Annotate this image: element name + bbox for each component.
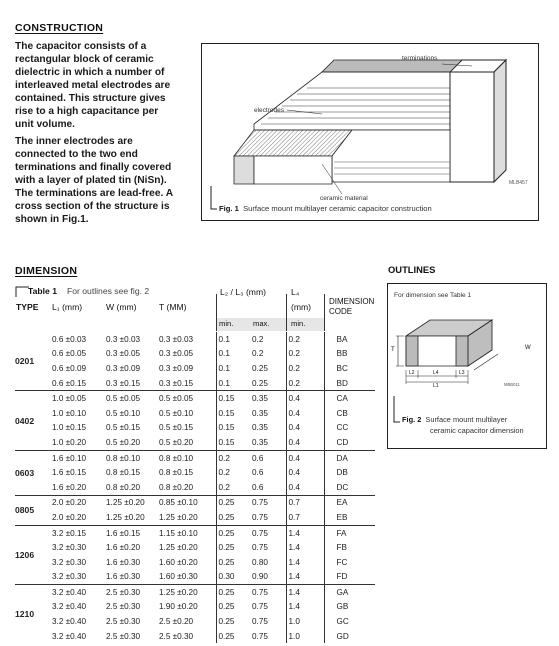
cell-l2-max: 0.75 <box>252 617 268 627</box>
label-ceramic-material: ceramic material <box>320 195 368 202</box>
cell-w: 0.3 ±0.09 <box>106 363 141 373</box>
table-row <box>15 585 375 600</box>
paragraph-line: rise to a high capacitance per <box>15 106 159 117</box>
cell-code: CA <box>324 391 375 406</box>
cell-l2-min: 0.1 <box>216 376 250 391</box>
header-divider <box>324 294 325 331</box>
cell-l2-max: 0.80 <box>252 557 268 567</box>
cell-l4-min: 0.4 <box>286 465 324 480</box>
cell-code: BC <box>324 361 375 376</box>
type-cell: 0805 <box>15 495 52 525</box>
cell-l2-max: 0.6 <box>250 450 286 465</box>
cell-l2-max: 0.25 <box>252 363 268 373</box>
cell-w: 2.5 ±0.30 <box>106 602 141 612</box>
cell-t: 1.25 ±0.20 <box>159 543 198 553</box>
type-cell: 0603 <box>15 450 52 495</box>
cell-l4-min: 0.4 <box>286 435 324 450</box>
cell-l2-max: 0.90 <box>252 572 268 582</box>
cell-w: 1.6 ±0.30 <box>106 572 141 582</box>
cell-l1: 0.6 ±0.15 <box>52 378 87 388</box>
cell-w: 0.5 ±0.15 <box>106 423 141 433</box>
cell-l2-min: 0.25 <box>216 629 250 644</box>
figure-1-caption-text: Surface mount multilayer ceramic capacitor construction <box>243 204 432 213</box>
cell-l4-min: 1.4 <box>286 525 324 540</box>
cell-l1: 1.0 ±0.20 <box>52 437 87 447</box>
cell-t: 2.5 ±0.20 <box>159 617 194 627</box>
cell-t: 1.60 ±0.30 <box>159 572 198 582</box>
cell-code: BD <box>324 376 375 391</box>
cell-l2-min: 0.30 <box>216 570 250 585</box>
cell-w: 1.6 ±0.20 <box>106 543 141 553</box>
cell-code: CC <box>324 421 375 436</box>
table-row <box>15 614 375 629</box>
cell-l4-min: 0.4 <box>286 421 324 436</box>
header-min-l2: min. <box>219 319 234 328</box>
cell-l1: 3.2 ±0.15 <box>52 525 106 540</box>
paragraph-line: terminations and finally covered <box>15 162 172 173</box>
cell-code: CD <box>324 435 375 450</box>
header-dimension: DIMENSION <box>329 297 375 306</box>
cell-l4-min: 0.2 <box>286 361 324 376</box>
cell-l1: 1.6 ±0.15 <box>52 468 87 478</box>
cell-l1: 3.2 ±0.40 <box>52 631 87 641</box>
cell-code: GA <box>324 585 375 600</box>
cell-l4-min: 0.7 <box>286 510 324 525</box>
table-row <box>15 421 375 436</box>
table-row <box>15 629 375 644</box>
cell-l2-max: 0.75 <box>250 495 286 510</box>
paragraph-line: interleaved metal electrodes are <box>15 80 171 91</box>
cell-l2-min: 0.15 <box>216 391 250 406</box>
paragraph-line: The inner electrodes are <box>15 136 133 147</box>
cell-l2-max: 0.2 <box>252 349 264 359</box>
table-row <box>15 332 375 347</box>
cell-l2-max: 0.6 <box>252 468 264 478</box>
cell-l2-min: 0.15 <box>216 435 250 450</box>
cell-l2-min: 0.25 <box>216 600 250 615</box>
label-electrodes: electrodes <box>254 107 284 114</box>
cell-l4-min: 0.4 <box>286 480 324 495</box>
paragraph-line: The terminations are lead-free. A <box>15 188 174 199</box>
dim-label-t: T <box>391 347 395 353</box>
figure-2-code: MBB011 <box>504 382 520 387</box>
cell-t: 0.3 ±0.09 <box>159 363 194 373</box>
header-w: W (mm) <box>106 302 137 312</box>
cell-l2-max: 0.2 <box>252 334 264 344</box>
cell-l2-max: 0.75 <box>252 631 268 641</box>
cell-code: CB <box>324 406 375 421</box>
cell-w: 0.5 ±0.20 <box>106 437 141 447</box>
table-row <box>15 480 375 495</box>
cell-w: 1.6 ±0.15 <box>106 525 159 540</box>
table-row <box>15 347 375 362</box>
cell-l1: 0.6 ±0.03 <box>52 334 87 344</box>
cell-t: 1.60 ±0.20 <box>159 557 198 567</box>
cell-l2-min: 0.1 <box>216 347 250 362</box>
dim-label-l1: L1 <box>433 383 439 389</box>
cell-l2-min: 0.25 <box>216 585 250 600</box>
header-min-l4: min. <box>291 319 306 328</box>
figure-2-box <box>387 283 547 449</box>
table-note: For outlines see fig. 2 <box>67 286 150 296</box>
cell-l4-min: 1.4 <box>286 585 324 600</box>
outlines-title: OUTLINES <box>388 264 436 275</box>
cell-code: EB <box>324 510 375 525</box>
cell-l1: 1.6 ±0.10 <box>52 450 106 465</box>
paragraph-line: unit volume. <box>15 119 75 130</box>
cell-l4-min: 1.4 <box>286 555 324 570</box>
cell-code: DC <box>324 480 375 495</box>
cell-l2-max: 0.25 <box>252 378 268 388</box>
cell-t: 0.3 ±0.15 <box>159 378 194 388</box>
dim-label-l3: L3 <box>459 370 465 376</box>
cell-w: 0.5 ±0.10 <box>106 408 141 418</box>
cell-code: BB <box>324 347 375 362</box>
table-row <box>15 465 375 480</box>
table-row <box>15 525 375 540</box>
cell-l2-max: 0.35 <box>250 391 286 406</box>
cell-l2-min: 0.1 <box>216 332 250 347</box>
figure-2-caption-line-2: ceramic capacitor dimension <box>430 426 524 435</box>
construction-paragraph-1 <box>15 40 195 131</box>
header-l2l3: L₂ / L₃ (mm) <box>220 287 266 297</box>
figure-2-caption-number: Fig. 2 <box>402 415 422 424</box>
cell-w: 2.5 ±0.30 <box>106 617 141 627</box>
cell-l1: 3.2 ±0.30 <box>52 543 87 553</box>
cell-t: 0.3 ±0.05 <box>159 349 194 359</box>
cell-l2-min: 0.25 <box>216 614 250 629</box>
cell-code: DA <box>324 450 375 465</box>
cell-l2-min: 0.25 <box>216 525 250 540</box>
outlines-note: For dimension see Table 1 <box>394 292 472 299</box>
cell-l2-max: 0.75 <box>252 543 268 553</box>
cell-l2-max: 0.75 <box>250 585 286 600</box>
cell-w: 0.3 ±0.05 <box>106 349 141 359</box>
dimension-title: DIMENSION <box>15 265 78 277</box>
cell-l2-min: 0.25 <box>216 540 250 555</box>
table-row <box>15 510 375 525</box>
paragraph-line: with a layer of plated tin (NiSn). <box>15 175 167 186</box>
construction-title: CONSTRUCTION <box>15 22 104 34</box>
cell-l2-min: 0.15 <box>216 421 250 436</box>
table-row <box>15 495 375 510</box>
paragraph-line: contained. This structure gives <box>15 93 166 104</box>
cell-l4-min: 0.4 <box>286 450 324 465</box>
header-l1: L₁ (mm) <box>52 302 83 312</box>
header-l4: L₄ <box>291 287 300 297</box>
cell-l2-min: 0.2 <box>216 480 250 495</box>
cell-t: 0.8 ±0.10 <box>159 450 216 465</box>
dim-label-l4: L4 <box>433 370 439 376</box>
cell-l2-min: 0.1 <box>216 361 250 376</box>
cell-t: 0.8 ±0.15 <box>159 468 194 478</box>
label-terminations: terminations <box>402 55 438 62</box>
cell-code: GD <box>324 629 375 644</box>
cell-t: 0.5 ±0.05 <box>159 391 216 406</box>
table-label: Table 1 <box>28 286 57 296</box>
cell-l1: 1.0 ±0.10 <box>52 408 87 418</box>
figure-1-caption <box>219 204 432 213</box>
cell-l1: 3.2 ±0.40 <box>52 617 87 627</box>
paragraph-line: rectangular block of ceramic <box>15 54 154 65</box>
header-divider <box>286 294 287 331</box>
dim-label-w: W <box>525 345 531 351</box>
cell-w: 0.3 ±0.03 <box>106 334 141 344</box>
cell-l4-min: 0.4 <box>286 406 324 421</box>
cell-l4-min: 0.7 <box>286 495 324 510</box>
table-row <box>15 406 375 421</box>
cell-code: FC <box>324 555 375 570</box>
paragraph-line: connected to the two end <box>15 149 138 160</box>
cell-l2-max: 0.75 <box>252 512 268 522</box>
cell-t: 0.3 ±0.03 <box>159 334 194 344</box>
figure-2-caption <box>402 415 507 424</box>
cell-l1: 3.2 ±0.40 <box>52 585 106 600</box>
cell-l4-min: 0.2 <box>286 347 324 362</box>
cell-l4-min: 1.0 <box>286 614 324 629</box>
table-row <box>15 361 375 376</box>
table-row <box>15 570 375 585</box>
table-row <box>15 376 375 391</box>
header-type: TYPE <box>16 302 39 312</box>
dimension-table <box>15 332 375 643</box>
cell-l2-min: 0.2 <box>216 465 250 480</box>
cell-t: 0.8 ±0.20 <box>159 482 194 492</box>
cell-l1: 3.2 ±0.30 <box>52 572 87 582</box>
cell-t: 0.5 ±0.10 <box>159 408 194 418</box>
cell-l2-min: 0.25 <box>216 555 250 570</box>
table-row <box>15 450 375 465</box>
table-row <box>15 555 375 570</box>
cell-code: FA <box>324 525 375 540</box>
cell-l1: 0.6 ±0.09 <box>52 363 87 373</box>
cell-w: 2.5 ±0.30 <box>106 585 159 600</box>
cell-code: BA <box>324 332 375 347</box>
cell-w: 0.8 ±0.15 <box>106 468 141 478</box>
table-row <box>15 600 375 615</box>
cell-code: EA <box>324 495 375 510</box>
header-divider <box>216 294 217 331</box>
cell-w: 2.5 ±0.30 <box>106 631 141 641</box>
cell-t: 1.25 ±0.20 <box>159 512 198 522</box>
header-l4-unit: (mm) <box>291 302 312 312</box>
type-cell: 1210 <box>15 585 52 644</box>
construction-paragraph-2 <box>15 135 195 226</box>
cell-l1: 1.0 ±0.05 <box>52 391 106 406</box>
cell-l1: 1.6 ±0.20 <box>52 482 87 492</box>
table-row <box>15 540 375 555</box>
type-cell: 1206 <box>15 525 52 584</box>
cell-l1: 2.0 ±0.20 <box>52 495 106 510</box>
cell-w: 1.6 ±0.30 <box>106 557 141 567</box>
table-row <box>15 391 375 406</box>
header-code: CODE <box>329 307 353 316</box>
cell-t: 1.15 ±0.10 <box>159 525 216 540</box>
cell-l4-min: 0.2 <box>286 332 324 347</box>
cell-l1: 3.2 ±0.40 <box>52 602 87 612</box>
table-row <box>15 435 375 450</box>
dim-label-l2: L2 <box>409 370 415 376</box>
cell-l4-min: 1.4 <box>286 600 324 615</box>
paragraph-line: shown in Fig.1. <box>15 214 89 225</box>
cell-l2-min: 0.15 <box>216 406 250 421</box>
cell-l4-min: 1.4 <box>286 570 324 585</box>
cell-l2-max: 0.35 <box>252 437 268 447</box>
cell-code: GB <box>324 600 375 615</box>
cell-l4-min: 0.2 <box>286 376 324 391</box>
cell-l1: 2.0 ±0.20 <box>52 512 87 522</box>
type-cell: 0201 <box>15 356 35 367</box>
paragraph-line: The capacitor consists of a <box>15 41 147 52</box>
cell-l4-min: 1.4 <box>286 540 324 555</box>
cell-l2-min: 0.2 <box>216 450 250 465</box>
header-max-l2: max. <box>253 319 270 328</box>
cell-w: 1.25 ±0.20 <box>106 512 145 522</box>
cell-t: 1.25 ±0.20 <box>159 585 216 600</box>
cell-t: 0.5 ±0.15 <box>159 423 194 433</box>
cell-w: 0.8 ±0.20 <box>106 482 141 492</box>
cell-t: 1.90 ±0.20 <box>159 602 198 612</box>
cell-l4-min: 0.4 <box>286 391 324 406</box>
cell-l2-min: 0.25 <box>216 495 250 510</box>
cell-code: GC <box>324 614 375 629</box>
figure-1-caption-number: Fig. 1 <box>219 204 239 213</box>
paragraph-line: cross section of the structure is <box>15 201 170 212</box>
cell-w: 0.5 ±0.05 <box>106 391 159 406</box>
figure-1-code: MLB457 <box>509 180 528 186</box>
cell-w: 1.25 ±0.20 <box>106 495 159 510</box>
header-t: T (MM) <box>159 302 187 312</box>
paragraph-line: dielectric in which a number of <box>15 67 165 78</box>
cell-l2-max: 0.35 <box>252 408 268 418</box>
cell-t: 0.5 ±0.20 <box>159 437 194 447</box>
cell-l2-max: 0.35 <box>252 423 268 433</box>
cell-t: 0.85 ±0.10 <box>159 495 216 510</box>
cell-l1: 3.2 ±0.30 <box>52 557 87 567</box>
cell-code: FB <box>324 540 375 555</box>
type-cell: 0402 <box>15 391 52 450</box>
cell-l2-max: 0.75 <box>250 525 286 540</box>
cell-l1: 1.0 ±0.15 <box>52 423 87 433</box>
cell-code: DB <box>324 465 375 480</box>
capacitor-construction-illustration <box>202 44 538 220</box>
figure-2-caption-line-1: Surface mount multilayer <box>425 415 508 424</box>
cell-l2-min: 0.25 <box>216 510 250 525</box>
cell-l4-min: 1.0 <box>286 629 324 644</box>
cell-w: 0.3 ±0.15 <box>106 378 141 388</box>
cell-w: 0.8 ±0.10 <box>106 450 159 465</box>
cell-l2-max: 0.75 <box>252 602 268 612</box>
figure-1-box <box>201 43 539 221</box>
cell-t: 2.5 ±0.30 <box>159 631 194 641</box>
cell-code: FD <box>324 570 375 585</box>
cell-l2-max: 0.6 <box>252 482 264 492</box>
cell-l1: 0.6 ±0.05 <box>52 349 87 359</box>
